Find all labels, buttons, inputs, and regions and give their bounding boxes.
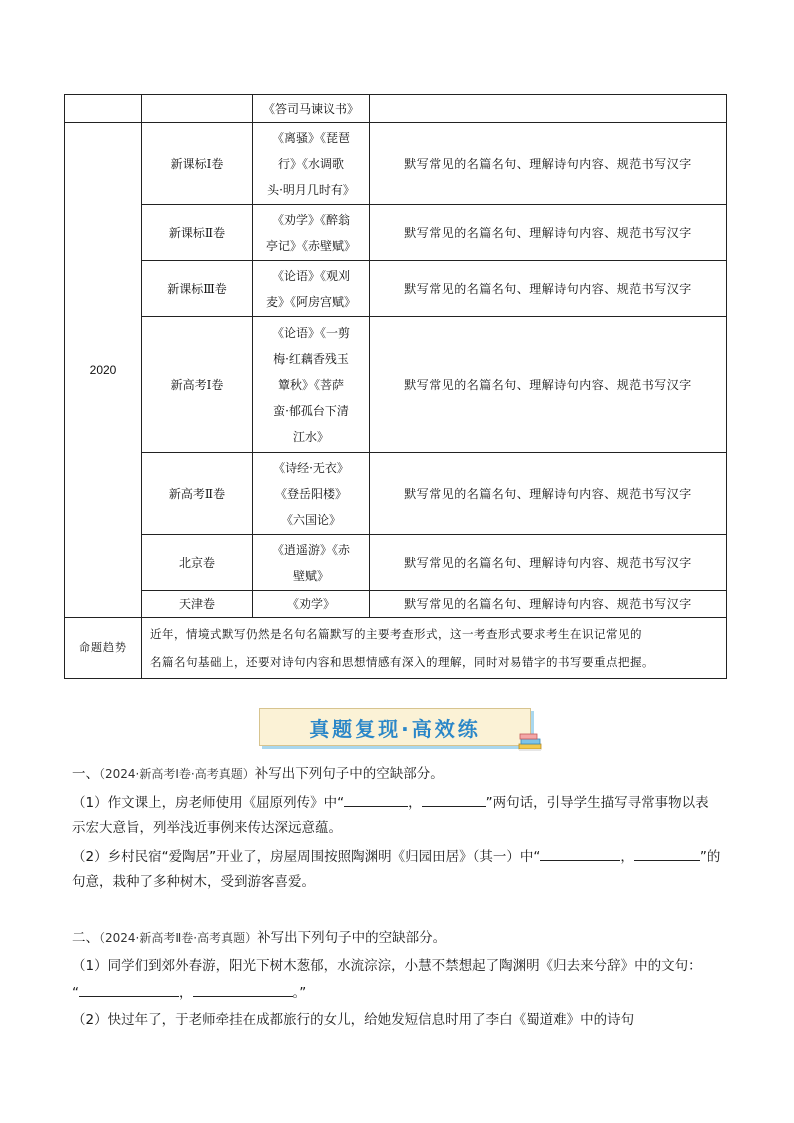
question-item-continued: 示宏大意旨，列举浅近事例来传达深远意蕴。: [72, 820, 342, 836]
question-item-continued: “ ， 。”: [72, 982, 306, 1003]
table-cell-paper: 新高考Ⅱ卷: [142, 453, 253, 535]
table-row: [65, 535, 727, 591]
table-row: [65, 205, 727, 261]
answer-blank[interactable]: [422, 792, 486, 807]
question-header: 一、（2024·新高考Ⅰ卷·高考真题）补写出下列句子中的空缺部分。: [72, 766, 444, 782]
table-cell-description: 默写常见的名篇名句、理解诗句内容、规范书写汉字: [370, 317, 727, 453]
table-cell-paper: 新课标Ⅲ卷: [142, 261, 253, 317]
table-cell-description: 默写常见的名篇名句、理解诗句内容、规范书写汉字: [370, 261, 727, 317]
books-icon: [516, 729, 544, 753]
section-banner: [259, 708, 531, 746]
answer-blank[interactable]: [540, 846, 620, 861]
table-row: [65, 95, 727, 123]
question-item-continued: 句意，栽种了多种树木，受到游客喜爱。: [72, 874, 315, 890]
table-cell-year: 2020: [65, 123, 142, 618]
table-cell-description: 默写常见的名篇名句、理解诗句内容、规范书写汉字: [370, 205, 727, 261]
table-row: [65, 317, 727, 453]
question-item: （2）乡村民宿“爱陶居”开业了，房屋周围按照陶渊明《归园田居》（其一）中“ ， ”的: [72, 846, 720, 867]
table-cell-paper: 北京卷: [142, 535, 253, 591]
table-cell-trend-label: 命题趋势: [65, 618, 142, 679]
answer-blank[interactable]: [193, 982, 293, 997]
answer-blank[interactable]: [79, 982, 179, 997]
table-cell-work: 《劝学》《醉翁 亭记》《赤壁赋》: [253, 205, 370, 261]
section-banner-title: 真题复现·高效练: [309, 716, 481, 741]
exam-summary-table: [64, 94, 727, 679]
table-cell-work: 《劝学》: [253, 591, 370, 618]
table-cell-paper: 新课标Ⅰ卷: [142, 123, 253, 205]
table-cell-empty: [65, 95, 142, 123]
table-cell-empty: [370, 95, 727, 123]
table-row: [65, 261, 727, 317]
table-cell-description: 默写常见的名篇名句、理解诗句内容、规范书写汉字: [370, 591, 727, 618]
question-item: （1）作文课上，房老师使用《屈原列传》中“ ， ”两句话，引导学生描写寻常事物以表: [72, 792, 709, 813]
table-cell-work: 《论语》《一剪 梅·红藕香残玉 簟秋》《菩萨 蛮·郁孤台下清 江水》: [253, 317, 370, 453]
table-cell-trend-text: 近年，情境式默写仍然是名句名篇默写的主要考查形式，这一考查形式要求考生在识记常见的 名篇名句基础上，还要对诗句内容和思想情感有深入的理解，同时对易错字的书写要重点把握。: [142, 618, 727, 679]
table-cell-work: 《答司马谏议书》: [253, 95, 370, 123]
table-cell-work: 《论语》《观刈 麦》《阿房宫赋》: [253, 261, 370, 317]
table-cell-paper: 天津卷: [142, 591, 253, 618]
table-cell-work: 《离骚》《琵琶 行》《水调歌 头·明月几时有》: [253, 123, 370, 205]
question-item: （2）快过年了，于老师牵挂在成都旅行的女儿，给她发短信息时用了李白《蜀道难》中的诗句: [72, 1012, 635, 1028]
table-row-trend: [65, 618, 727, 679]
table-cell-work: 《诗经·无衣》 《登岳阳楼》 《六国论》: [253, 453, 370, 535]
question-header: 二、（2024·新高考Ⅱ卷·高考真题）补写出下列句子中的空缺部分。: [72, 930, 447, 946]
answer-blank[interactable]: [344, 792, 408, 807]
answer-blank[interactable]: [634, 846, 700, 861]
table-row: [65, 591, 727, 618]
table-cell-description: 默写常见的名篇名句、理解诗句内容、规范书写汉字: [370, 123, 727, 205]
table-row: [65, 453, 727, 535]
table-row: [65, 123, 727, 205]
table-cell-empty: [142, 95, 253, 123]
table-cell-description: 默写常见的名篇名句、理解诗句内容、规范书写汉字: [370, 535, 727, 591]
table-cell-paper: 新课标Ⅱ卷: [142, 205, 253, 261]
table-cell-paper: 新高考Ⅰ卷: [142, 317, 253, 453]
question-2: [72, 928, 446, 948]
question-item: （1）同学们到郊外春游，阳光下树木葱郁，水流淙淙，小慧不禁想起了陶渊明《归去来兮辞》中的文句：: [72, 958, 702, 974]
table-cell-work: 《逍遥游》《赤 壁赋》: [253, 535, 370, 591]
table-cell-description: 默写常见的名篇名句、理解诗句内容、规范书写汉字: [370, 453, 727, 535]
question-1: [72, 764, 444, 784]
